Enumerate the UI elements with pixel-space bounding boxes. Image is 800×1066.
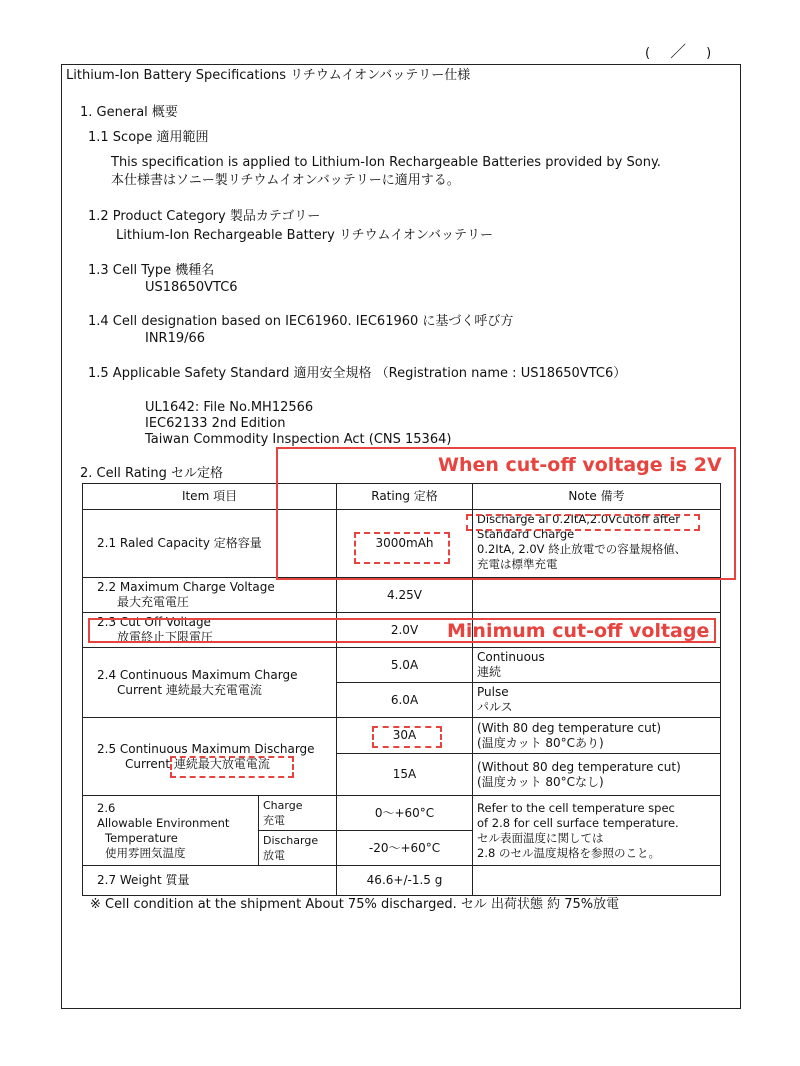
note-charge-pulse-en: Pulse [477,685,509,699]
section-1-heading: 1. General 概要 [80,105,178,120]
item-env-temperature-line1: Allowable Environment [97,815,230,830]
section-1-4-designation: INR19/66 [145,331,206,346]
section-1-1-heading: 1.1 Scope 適用範囲 [88,130,209,145]
note-env-temperature-line1: Refer to the cell temperature spec [477,800,675,815]
table-row-max-charge-voltage [83,578,721,613]
section-1-2-heading: 1.2 Product Category 製品カテゴリー [88,209,321,224]
note-env-temperature-line2: of 2.8 for cell surface temperature. [477,815,679,830]
section-2-heading: 2. Cell Rating セル定格 [80,466,224,481]
annotation-dash-capacity [354,532,450,564]
header-rating: Rating 定格 [337,484,473,510]
note-discharge-without-cut-en: (Without 80 deg temperature cut) [477,759,681,774]
sub-item-discharge [259,831,337,866]
note-discharge-with-cut-ja: (温度カット 80°Cあり) [477,735,604,750]
shipment-footnote: ※ Cell condition at the shipment About 75% discharged. セル 出荷状態 約 75%放電 [90,897,620,912]
item-max-charge-current-en: 2.4 Continuous Maximum Charge [97,667,298,682]
rating-temp-discharge: -20～+60°C [337,831,473,866]
annotation-cutoff-note-label: When cut-off voltage is 2V [438,454,722,476]
rating-temp-charge: 0～+60°C [337,796,473,831]
section-1-3-cell-type: US18650VTC6 [145,280,238,295]
item-max-charge-voltage-ja: 最大充電電圧 [117,595,190,609]
section-1-3-heading: 1.3 Cell Type 機種名 [88,263,215,278]
note-discharge-without-cut-ja: (温度カット 80°Cなし) [477,774,604,789]
section-1-1-line-ja: 本仕様書はソニー製リチウムイオンバッテリーに適用する。 [111,173,460,188]
rating-charge-pulse: 6.0A [337,683,473,718]
item-max-discharge-current-label: Current [125,756,171,771]
rating-weight: 46.6+/-1.5 g [337,866,473,896]
page-number-slash: ／ [670,42,689,61]
item-env-temperature [83,796,259,866]
note-charge-continuous-en: Continuous [477,650,545,664]
sub-item-charge-en: Charge [263,799,303,812]
note-rated-capacity-line1: Discharge al 0.2ItA,2.0Vcutoff after [477,512,680,526]
annotation-dash-30a [372,726,442,748]
item-cut-off-voltage-en: 2.3 Cut Off Voltage [97,615,211,629]
sub-item-charge-ja: 充電 [263,814,285,827]
page-number-close: ) [706,46,714,61]
note-charge-continuous-ja: 連続 [477,665,502,679]
sub-item-charge [259,796,337,831]
section-1-1-line-en: This specification is applied to Lithium-Ion Rechargeable Batteries provided by Sony. [111,155,661,170]
table-row-weight [83,866,721,896]
note-env-temperature-line4: 2.8 のセル温度規格を参照のこと。 [477,845,660,860]
item-weight: 2.7 Weight 質量 [83,866,337,896]
note-charge-continuous [473,648,721,683]
note-discharge-with-cut [473,718,721,754]
note-discharge-with-cut-en: (With 80 deg temperature cut) [477,720,662,735]
note-rated-capacity-line3: 0.2ItA, 2.0V 終止放電での容量規格値、 [477,542,687,556]
item-max-discharge-current-ja: 連続最大放電電流 [173,756,270,771]
section-1-4-heading: 1.4 Cell designation based on IEC61960. IEC61960 に基づく呼び方 [88,314,514,329]
item-max-charge-current [83,648,337,718]
note-discharge-without-cut [473,754,721,796]
item-env-temperature-line2: Temperature [105,830,178,845]
header-item: Item 項目 [83,484,337,510]
rating-discharge-without-cut: 15A [337,754,473,796]
rating-rated-capacity: 3000mAh [337,510,473,578]
item-cut-off-voltage-ja: 放電終止下限電圧 [117,630,214,644]
safety-standard-taiwan: Taiwan Commodity Inspection Act (CNS 15364) [145,432,452,447]
sub-item-discharge-en: Discharge [263,834,319,847]
annotation-dash-discharge-condition [466,514,700,531]
annotation-min-cutoff-label: Minimum cut-off voltage [447,620,710,642]
note-env-temperature [473,796,721,866]
note-charge-pulse-ja: パルス [477,700,513,714]
section-1-5-heading: 1.5 Applicable Safety Standard 適用安全規格 （Registration name : US18650VTC6） [88,366,627,381]
note-rated-capacity-line2: Standard Charge [477,527,575,541]
section-1-2-line: Lithium-Ion Rechargeable Battery リチウムイオンバッテリー [116,228,493,243]
sub-item-discharge-ja: 放電 [263,849,285,862]
header-note: Note 備考 [473,484,721,510]
table-row-charge-current-continuous [83,648,721,683]
rating-max-charge-voltage: 4.25V [337,578,473,613]
page-number-open: ( [645,46,653,61]
safety-standard-ul: UL1642: File No.MH12566 [145,400,314,415]
item-env-temperature-number: 2.6 [97,800,116,815]
item-max-charge-voltage [83,578,337,613]
safety-standard-iec: IEC62133 2nd Edition [145,416,286,431]
page-number [645,44,713,62]
note-charge-pulse [473,683,721,718]
item-max-discharge-current-en: 2.5 Continuous Maximum Discharge [97,741,315,756]
rating-cut-off-voltage: 2.0V [337,613,473,648]
table-row-env-temp-charge [83,796,721,831]
annotation-dash-discharge-current-ja [170,756,294,778]
document-title: Lithium-Ion Battery Specifications リチウムイオンバッテリー仕様 [66,68,471,83]
note-weight [473,866,721,896]
note-env-temperature-line3: セル表面温度に関しては [477,830,604,845]
rating-discharge-with-cut: 30A [337,718,473,754]
rating-charge-continuous: 5.0A [337,648,473,683]
item-env-temperature-ja: 使用雰囲気温度 [105,845,186,860]
item-max-charge-voltage-en: 2.2 Maximum Charge Voltage [97,580,275,594]
item-rated-capacity: 2.1 Raled Capacity 定格容量 [83,510,337,578]
note-rated-capacity-line4: 充電は標準充電 [477,557,558,571]
item-max-charge-current-ja: Current 連続最大充電電流 [117,682,262,697]
note-max-charge-voltage [473,578,721,613]
